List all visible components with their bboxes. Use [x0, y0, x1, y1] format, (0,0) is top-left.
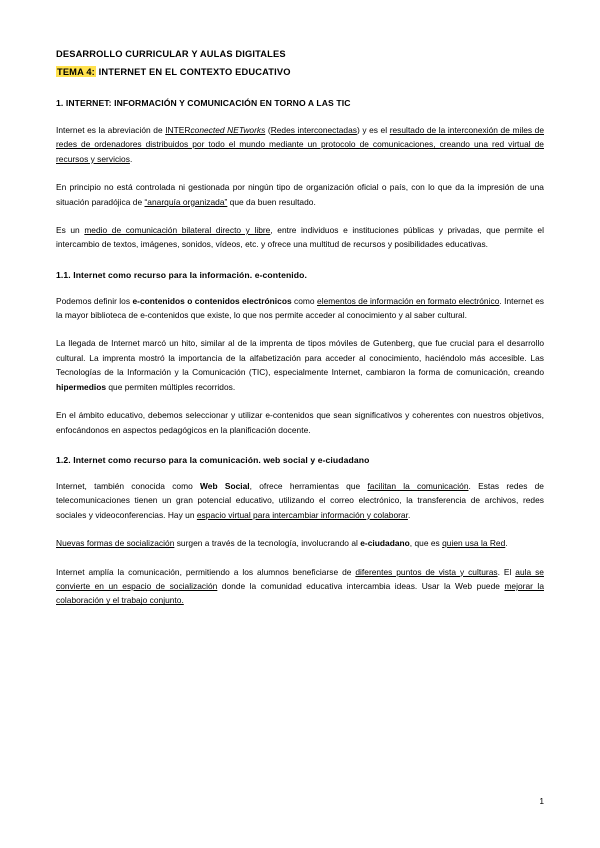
text-run: elementos de información en formato electrónico: [317, 295, 500, 306]
section-heading-1-2: 1.2. Internet como recurso para la comunicación. web social y e-ciudadano: [56, 455, 370, 466]
text-run: facilitan la comunicación: [367, 480, 469, 491]
text-run: mejorar la colaboración y el trabajo conjunto.: [56, 581, 544, 606]
text-run: . Internet es la mayor biblioteca de e-contenidos que existe, lo que nos permite acceder al conocimiento y al saber cultural.: [56, 295, 544, 320]
document-title: DESARROLLO CURRICULAR Y AULAS DIGITALES: [56, 49, 286, 59]
page-number: 1: [539, 796, 544, 806]
paragraph-1: [56, 123, 544, 166]
text-run: ) y es el: [356, 124, 390, 135]
paragraph-6: [56, 408, 544, 437]
text-run: e-contenidos o contenidos electrónicos: [132, 295, 292, 306]
text-run: que permiten múltiples recorridos.: [106, 381, 236, 392]
text-run: Internet, también conocida como: [56, 480, 201, 491]
text-run: e-ciudadano: [360, 538, 410, 549]
text-run: , ofrece herramientas que: [249, 480, 368, 491]
text-run: aula se convierte en un espacio de socialización: [56, 566, 544, 591]
text-run: (: [265, 124, 271, 135]
text-run: Internet es la abreviación de: [56, 124, 166, 135]
text-run: .: [407, 509, 411, 520]
text-run: que da buen resultado.: [227, 196, 316, 207]
text-run: Web Social: [200, 480, 250, 491]
paragraph-2: [56, 180, 544, 209]
text-run: diferentes puntos de vista y culturas: [355, 566, 498, 577]
text-run: hipermedios: [56, 381, 107, 392]
document-subtitle-highlight: TEMA 4:: [57, 67, 95, 78]
text-run: como: [291, 295, 318, 306]
paragraph-7: [56, 479, 544, 522]
text-run: . Estas redes de telecomunicaciones tienen un gran potencial educativo, utilizando el correo electrónico, la transferencia de archivos, redes sociales y videoconferencias. Hay un: [56, 480, 544, 520]
text-run: .: [129, 153, 133, 164]
text-run: espacio virtual para intercambiar información y colaborar: [196, 509, 408, 520]
text-run: , que es: [409, 538, 443, 549]
paragraph-5: [56, 336, 544, 394]
text-run: medio de comunicación bilateral directo y libre: [84, 225, 271, 236]
text-run: Nuevas formas de socialización: [56, 538, 175, 549]
text-run: surgen a través de la tecnología, involucrando al: [174, 538, 361, 549]
text-run: “anarquía organizada”: [144, 196, 228, 207]
document-subtitle-rest: INTERNET EN EL CONTEXTO EDUCATIVO: [95, 67, 291, 78]
text-run: Redes interconectadas: [270, 124, 357, 135]
text-run: Es un: [56, 225, 85, 236]
text-run: quien usa la Red: [442, 538, 506, 549]
text-run: Podemos definir los: [56, 295, 133, 306]
text-run: La llegada de Internet marcó un hito, similar al de la imprenta de tipos móviles de Gutenberg, que fue crucial para el desarrollo cultural. La imprenta mostró la importancia de la alfabetización para acceder al conocimiento, haciéndolo más accesible. Las Tecnologías de la Información y la Comunicación (TIC), especialmente Internet, cambiaron la forma de comunicación, creando: [56, 338, 544, 378]
paragraph-3: [56, 223, 544, 252]
text-run: , entre individuos e instituciones públicas y privadas, que permite el intercambio de textos, imágenes, sonidos, vídeos, etc. y ofrece una multitud de recursos y posibilidades educativas.: [56, 225, 544, 250]
text-run: En el ámbito educativo, debemos seleccionar y utilizar e-contenidos que sean significativos y coherentes con nuestros objetivos, enfocándonos en aspectos pedagógicos en la planificación docente.: [56, 410, 544, 435]
section-heading-1-1: 1.1. Internet como recurso para la información. e-contenido.: [56, 269, 307, 280]
section-heading-1: 1. INTERNET: INFORMACIÓN Y COMUNICACIÓN EN TORNO A LAS TIC: [56, 98, 351, 109]
text-run: conected NETworks: [190, 124, 266, 135]
text-run: donde la comunidad educativa intercambia ideas. Usar la Web puede: [217, 581, 505, 591]
paragraph-4: [56, 294, 544, 323]
text-run: .: [505, 538, 508, 549]
paragraph-9: [56, 565, 544, 608]
text-run: resultado de la interconexión de miles de redes de ordenadores distribuidos por todo el mundo mediante un protocolo de comunicaciones, creando una red virtual de recursos y servicios: [56, 124, 545, 164]
document-subtitle: [56, 66, 544, 78]
text-run: Internet amplía la comunicación, permitiendo a los alumnos beneficiarse de: [56, 566, 356, 577]
text-run: INTER: [165, 124, 191, 135]
text-run: En principio no está controlada ni gestionada por ningún tipo de organización oficial o país, con lo que da la impresión de una situación paradójica de: [56, 182, 544, 207]
text-run: . El: [497, 566, 516, 577]
paragraph-8: [56, 536, 544, 550]
